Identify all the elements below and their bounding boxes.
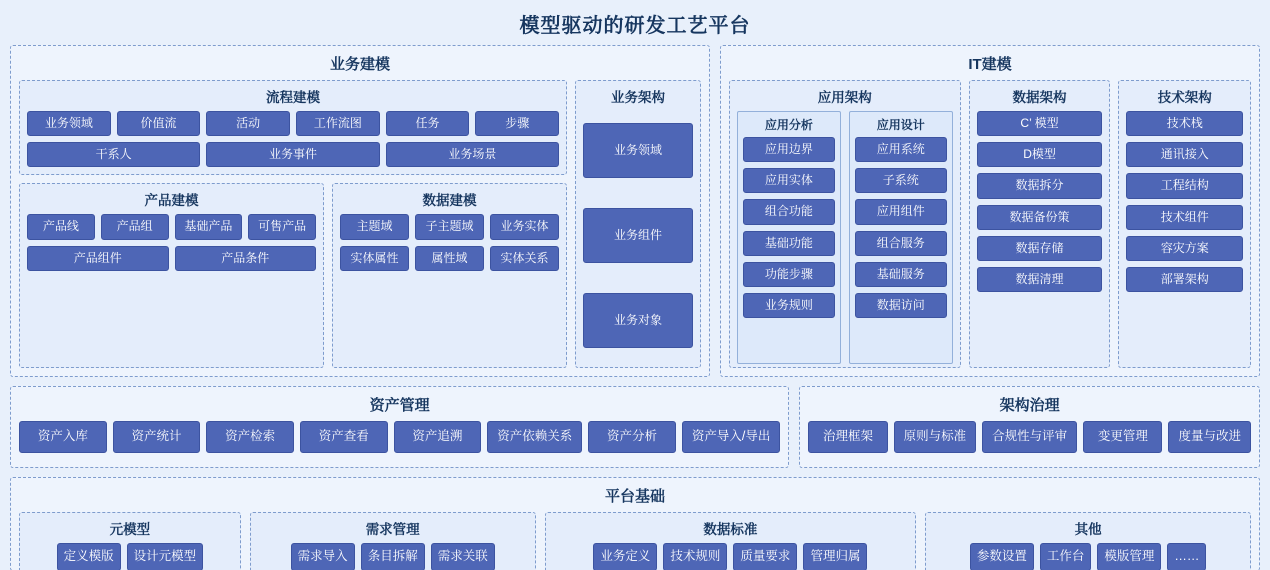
chip-product-line[interactable]: 产品线	[27, 214, 95, 239]
product-modeling-row-2	[27, 246, 316, 271]
chip-data-access[interactable]: 数据访问	[855, 293, 947, 318]
chip-business-rule[interactable]: 业务规则	[743, 293, 835, 318]
requirement-management-title: 需求管理	[365, 522, 420, 537]
chip-asset-dependency[interactable]: 资产依赖关系	[487, 421, 582, 453]
chip-governance-framework[interactable]: 治理框架	[808, 421, 887, 453]
chip-base-product[interactable]: 基础产品	[175, 214, 243, 239]
chip-basic-service[interactable]: 基础服务	[855, 262, 947, 287]
platform-foundation-title: 平台基础	[604, 488, 665, 505]
architecture-governance-title: 架构治理	[999, 397, 1060, 414]
chip-asset-view[interactable]: 资产查看	[300, 421, 388, 453]
other-subpanel	[925, 512, 1251, 570]
chip-workflow-diagram[interactable]: 工作流图	[296, 111, 380, 136]
asset-management-panel	[10, 386, 789, 468]
chip-measure-improve[interactable]: 度量与改进	[1168, 421, 1251, 453]
data-modeling-row-1	[340, 214, 559, 239]
other-title: 其他	[1074, 522, 1102, 537]
platform-foundation-body	[19, 512, 1251, 570]
it-modeling-panel	[720, 45, 1260, 377]
chip-data-cleanup[interactable]: 数据清理	[977, 267, 1103, 292]
business-architecture-items	[583, 111, 693, 360]
chip-composite-service[interactable]: 组合服务	[855, 231, 947, 256]
chip-asset-statistics[interactable]: 资产统计	[113, 421, 201, 453]
chip-entity-attribute[interactable]: 实体属性	[340, 246, 409, 271]
business-architecture-subpanel	[575, 80, 701, 368]
chip-app-boundary[interactable]: 应用边界	[743, 137, 835, 162]
data-architecture-title: 数据架构	[1012, 90, 1067, 105]
chip-more[interactable]: ……	[1167, 543, 1206, 570]
chip-principles-standards[interactable]: 原则与标准	[894, 421, 977, 453]
middle-row	[10, 386, 1260, 468]
chip-subject-area[interactable]: 主题域	[340, 214, 409, 239]
chip-communication-access[interactable]: 通讯接入	[1126, 142, 1243, 167]
chip-data-backup-policy[interactable]: 数据备份策	[977, 205, 1103, 230]
technical-architecture-items	[1126, 111, 1243, 292]
chip-requirement-link[interactable]: 需求关联	[431, 543, 495, 570]
data-modeling-title: 数据建模	[422, 193, 477, 209]
chip-app-component[interactable]: 应用组件	[855, 199, 947, 224]
business-modeling-body	[19, 80, 701, 368]
chip-data-split[interactable]: 数据拆分	[977, 173, 1103, 198]
chip-asset-trace[interactable]: 资产追溯	[394, 421, 482, 453]
business-left-column	[19, 80, 567, 368]
chip-asset-search[interactable]: 资产检索	[206, 421, 294, 453]
application-analysis-items	[743, 137, 835, 318]
data-standard-subpanel	[545, 512, 917, 570]
chip-d-model[interactable]: D模型	[977, 142, 1103, 167]
chip-business-event[interactable]: 业务事件	[206, 142, 379, 167]
architecture-governance-items	[808, 421, 1251, 453]
chip-biz-arch-component[interactable]: 业务组件	[583, 208, 693, 263]
other-items	[933, 543, 1243, 570]
requirement-management-items	[258, 543, 528, 570]
chip-product-component[interactable]: 产品组件	[27, 246, 169, 271]
data-standard-items	[553, 543, 909, 570]
requirement-management-subpanel	[250, 512, 536, 570]
chip-biz-arch-object[interactable]: 业务对象	[583, 293, 693, 348]
chip-biz-arch-domain[interactable]: 业务领域	[583, 123, 693, 178]
asset-management-title: 资产管理	[369, 397, 430, 414]
chip-tech-component[interactable]: 技术组件	[1126, 205, 1243, 230]
application-design-items	[855, 137, 947, 318]
chip-template-management[interactable]: 模版管理	[1097, 543, 1161, 570]
chip-quality-requirement[interactable]: 质量要求	[733, 543, 797, 570]
chip-function-step[interactable]: 功能步骤	[743, 262, 835, 287]
chip-business-entity[interactable]: 业务实体	[490, 214, 559, 239]
chip-requirement-import[interactable]: 需求导入	[291, 543, 355, 570]
application-architecture-subpanel	[729, 80, 961, 368]
chip-workbench[interactable]: 工作台	[1040, 543, 1092, 570]
chip-technical-rule[interactable]: 技术规则	[663, 543, 727, 570]
chip-sub-subject-area[interactable]: 子主题域	[415, 214, 484, 239]
process-modeling-subpanel	[19, 80, 567, 175]
chip-composite-function[interactable]: 组合功能	[743, 199, 835, 224]
chip-app-entity[interactable]: 应用实体	[743, 168, 835, 193]
application-design-title: 应用设计	[876, 118, 925, 132]
chip-change-management[interactable]: 变更管理	[1083, 421, 1162, 453]
technical-architecture-title: 技术架构	[1157, 90, 1212, 105]
chip-value-stream[interactable]: 价值流	[117, 111, 201, 136]
chip-compliance-review[interactable]: 合规性与评审	[982, 421, 1077, 453]
page-title: 模型驱动的研发工艺平台	[519, 15, 751, 37]
chip-activity[interactable]: 活动	[206, 111, 290, 136]
asset-management-items	[19, 421, 780, 453]
chip-project-structure[interactable]: 工程结构	[1126, 173, 1243, 198]
chip-tech-stack[interactable]: 技术栈	[1126, 111, 1243, 136]
chip-business-scenario[interactable]: 业务场景	[386, 142, 559, 167]
application-architecture-title: 应用架构	[817, 90, 872, 105]
chip-step[interactable]: 步骤	[475, 111, 559, 136]
data-modeling-subpanel	[332, 183, 567, 368]
platform-foundation-panel	[10, 477, 1260, 570]
product-modeling-subpanel	[19, 183, 324, 368]
process-modeling-row-2	[27, 142, 559, 167]
data-architecture-subpanel	[969, 80, 1111, 368]
chip-attribute-domain[interactable]: 属性域	[415, 246, 484, 271]
chip-c-model[interactable]: C’ 模型	[977, 111, 1103, 136]
lower-left-row	[19, 183, 567, 368]
chip-stakeholder[interactable]: 干系人	[27, 142, 200, 167]
chip-subsystem[interactable]: 子系统	[855, 168, 947, 193]
data-architecture-items	[977, 111, 1103, 292]
chip-business-definition[interactable]: 业务定义	[593, 543, 657, 570]
chip-asset-import-export[interactable]: 资产导入/导出	[682, 421, 780, 453]
chip-sellable-product[interactable]: 可售产品	[248, 214, 316, 239]
chip-disaster-recovery[interactable]: 容灾方案	[1126, 236, 1243, 261]
top-row	[10, 45, 1260, 377]
chip-data-storage[interactable]: 数据存储	[977, 236, 1103, 261]
meta-model-items	[27, 543, 233, 570]
chip-management-ownership[interactable]: 管理归属	[803, 543, 867, 570]
application-analysis-group	[737, 111, 841, 364]
application-design-group	[849, 111, 953, 364]
data-standard-title: 数据标准	[703, 522, 758, 537]
technical-architecture-subpanel	[1118, 80, 1251, 368]
application-analysis-title: 应用分析	[764, 118, 813, 132]
chip-asset-analysis[interactable]: 资产分析	[588, 421, 676, 453]
chip-item-breakdown[interactable]: 条目拆解	[361, 543, 425, 570]
it-modeling-title: IT建模	[968, 56, 1012, 73]
chip-define-template[interactable]: 定义模版	[57, 543, 121, 570]
product-modeling-row-1	[27, 214, 316, 239]
chip-business-domain[interactable]: 业务领域	[27, 111, 111, 136]
chip-product-condition[interactable]: 产品条件	[175, 246, 317, 271]
meta-model-title: 元模型	[109, 522, 151, 537]
chip-parameter-settings[interactable]: 参数设置	[970, 543, 1034, 570]
business-architecture-title: 业务架构	[611, 90, 665, 105]
chip-deployment-architecture[interactable]: 部署架构	[1126, 267, 1243, 292]
meta-model-subpanel	[19, 512, 241, 570]
chip-asset-intake[interactable]: 资产入库	[19, 421, 107, 453]
chip-basic-function[interactable]: 基础功能	[743, 231, 835, 256]
data-modeling-row-2	[340, 246, 559, 271]
product-modeling-title: 产品建模	[144, 193, 199, 209]
business-modeling-title: 业务建模	[329, 56, 390, 73]
process-modeling-title: 流程建模	[266, 90, 320, 105]
it-modeling-body	[729, 80, 1251, 368]
chip-product-group[interactable]: 产品组	[101, 214, 169, 239]
architecture-governance-panel	[799, 386, 1260, 468]
process-modeling-row-1	[27, 111, 559, 136]
application-architecture-columns	[737, 111, 953, 364]
chip-task[interactable]: 任务	[386, 111, 470, 136]
chip-app-system[interactable]: 应用系统	[855, 137, 947, 162]
business-modeling-panel	[10, 45, 710, 377]
chip-design-meta-model[interactable]: 设计元模型	[127, 543, 204, 570]
chip-entity-relation[interactable]: 实体关系	[490, 246, 559, 271]
